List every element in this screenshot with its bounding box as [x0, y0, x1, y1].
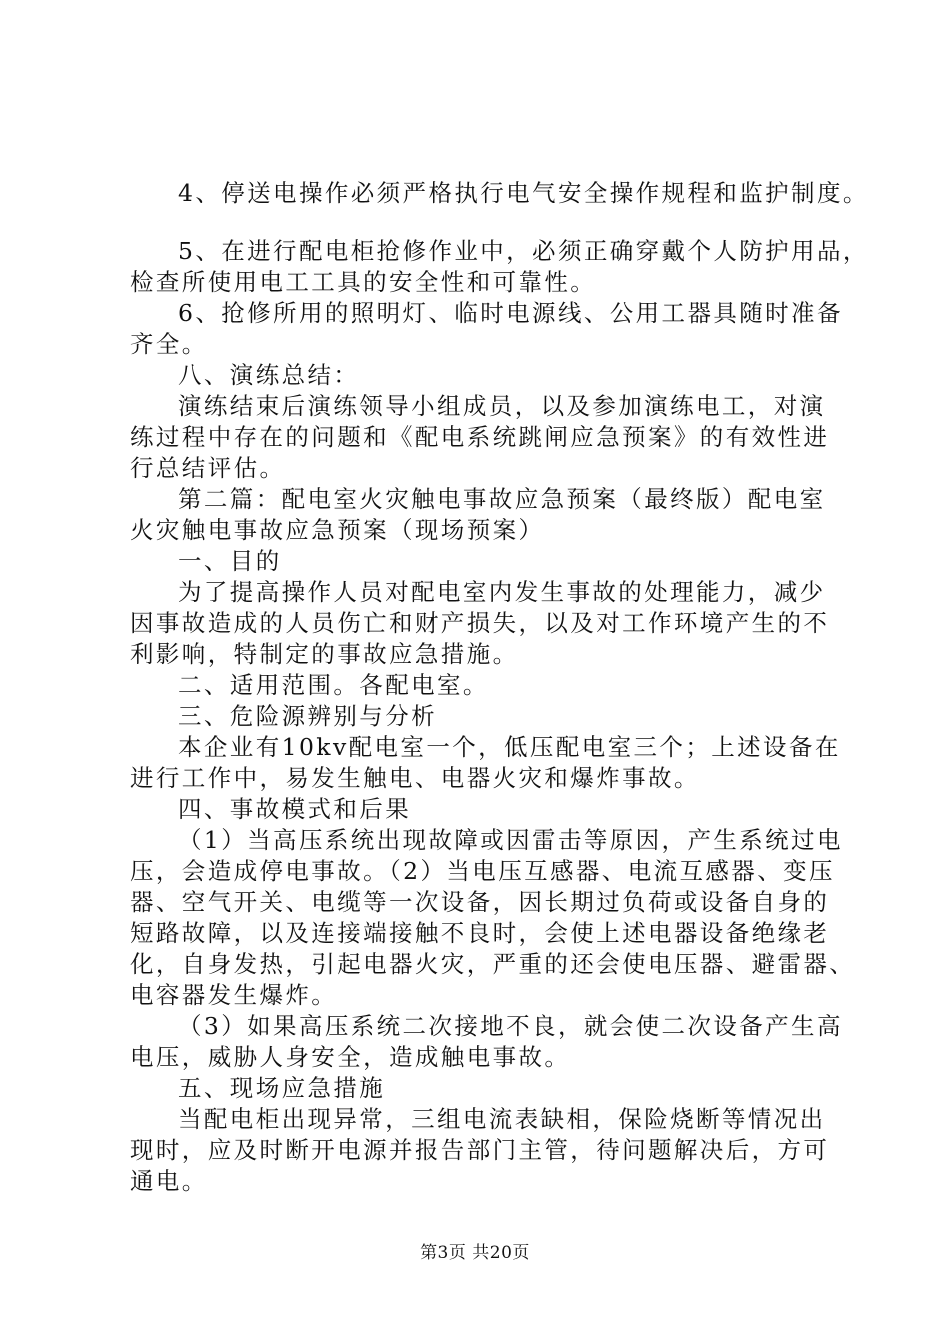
body-line: （1）当高压系统出现故障或因雷击等原因，产生系统过电: [178, 826, 843, 854]
body-line: 本企业有10kv配电室一个，低压配电室三个；上述设备在: [178, 733, 841, 761]
chapter-title: 火灾触电事故应急预案（现场预案）: [130, 516, 545, 544]
body-line: 电压，威胁人身安全，造成触电事故。: [130, 1043, 571, 1071]
body-line: 5、在进行配电柜抢修作业中，必须正确穿戴个人防护用品，: [178, 237, 869, 265]
chapter-title: 第二篇：配电室火灾触电事故应急预案（最终版）配电室: [178, 485, 826, 513]
body-line: （3）如果高压系统二次接地不良，就会使二次设备产生高: [178, 1012, 843, 1040]
body-line: 行总结评估。: [130, 454, 286, 482]
body-line: 演练结束后演练领导小组成员，以及参加演练电工，对演: [178, 392, 826, 420]
section-heading: 二、适用范围。各配电室。: [178, 671, 489, 699]
body-line: 器、空气开关、电缆等一次设备，因长期过负荷或设备自身的: [130, 888, 830, 916]
body-line: 现时，应及时断开电源并报告部门主管，待问题解决后，方可: [130, 1136, 830, 1164]
body-line: 短路故障，以及连接端接触不良时，会使上述电器设备绝缘老: [130, 919, 830, 947]
section-heading: 四、事故模式和后果: [178, 795, 412, 823]
body-line: 因事故造成的人员伤亡和财产损失，以及对工作环境产生的不: [130, 609, 830, 637]
body-line: 4、停送电操作必须严格执行电气安全操作规程和监护制度。: [178, 179, 869, 207]
body-line: 进行工作中，易发生触电、电器火灾和爆炸事故。: [130, 764, 700, 792]
page-number-footer: 第3页 共20页: [420, 1243, 530, 1263]
body-line: 化，自身发热，引起电器火灾，严重的还会使电压器、避雷器、: [130, 950, 856, 978]
body-line: 电容器发生爆炸。: [130, 981, 338, 1009]
section-heading: 八、演练总结：: [178, 361, 360, 389]
section-heading: 一、目的: [178, 547, 282, 575]
body-line: 压，会造成停电事故。（2）当电压互感器、电流互感器、变压: [130, 857, 835, 885]
body-line: 练过程中存在的问题和《配电系统跳闸应急预案》的有效性进: [130, 423, 830, 451]
body-line: 利影响，特制定的事故应急措施。: [130, 640, 519, 668]
body-line: 齐全。: [130, 330, 208, 358]
body-line: 当配电柜出现异常，三组电流表缺相，保险烧断等情况出: [178, 1105, 826, 1133]
body-line: 通电。: [130, 1167, 208, 1195]
section-heading: 五、现场应急措施: [178, 1074, 386, 1102]
body-line: 6、抢修所用的照明灯、临时电源线、公用工器具随时准备: [178, 299, 843, 327]
body-line: 检查所使用电工工具的安全性和可靠性。: [130, 268, 597, 296]
body-line: 为了提高操作人员对配电室内发生事故的处理能力，减少: [178, 578, 826, 606]
section-heading: 三、危险源辨别与分析: [178, 702, 437, 730]
